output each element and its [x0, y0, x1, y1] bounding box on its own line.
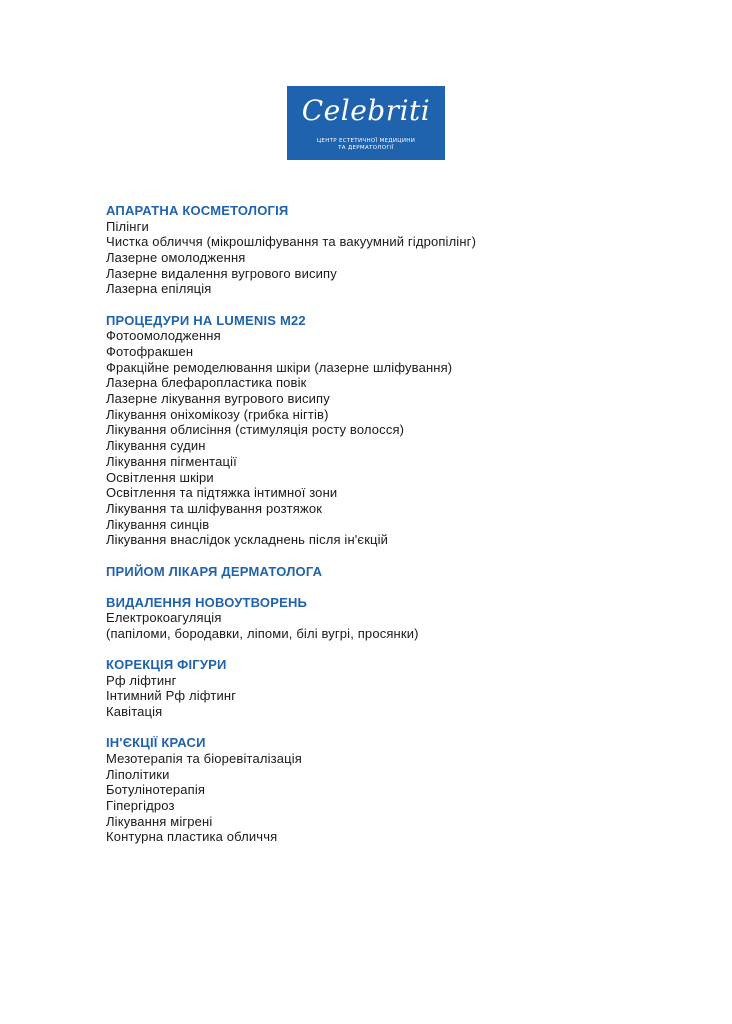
celebriti-logo	[287, 86, 445, 160]
service-item: Пілінги	[106, 218, 149, 234]
service-item: Лікування синців	[106, 516, 210, 532]
service-item: Лікування внаслідок ускладнень після ін'єкцій	[106, 532, 389, 548]
service-section	[106, 657, 706, 720]
service-item: Лікування облисіння (стимуляція росту волосся)	[106, 422, 405, 438]
logo-subtitle	[317, 138, 415, 151]
service-item: Лікування оніхомікозу (грибка нігтів)	[106, 406, 329, 422]
section-title: ІН'ЄКЦІЇ КРАСИ	[106, 735, 206, 751]
service-item: Електрокоагуляція	[106, 610, 222, 626]
service-item: Освітлення та підтяжка інтимної зони	[106, 485, 338, 501]
service-item: Рф ліфтинг	[106, 672, 177, 688]
service-item: Фотофракшен	[106, 343, 194, 359]
section-title: АПАРАТНА КОСМЕТОЛОГІЯ	[106, 203, 289, 218]
service-item: Кавітація	[106, 704, 163, 720]
service-item: Гіпергідроз	[106, 798, 175, 814]
service-item: Лікування та шліфування розтяжок	[106, 500, 323, 516]
service-item: Лазерне лікування вугрового висипу	[106, 391, 330, 407]
service-item: Ліполітики	[106, 766, 170, 782]
service-item: Ботулінотерапія	[106, 782, 206, 798]
service-item: Лазерна блефаропластика повік	[106, 375, 307, 391]
service-item: Лазерне омолодження	[106, 250, 246, 265]
service-item: Мезотерапія та біоревіталізація	[106, 750, 302, 766]
logo-subtitle-line-1: ЦЕНТР ЕСТЕТИЧНОЇ МЕДИЦИНИ	[316, 138, 416, 144]
section-title: ПРОЦЕДУРИ НА LUMENIS M22	[106, 312, 306, 328]
section-title: ПРИЙОМ ЛІКАРЯ ДЕРМАТОЛОГА	[106, 563, 323, 579]
service-section	[106, 203, 706, 297]
service-section	[106, 564, 706, 580]
service-section	[106, 735, 706, 845]
service-section	[106, 313, 706, 548]
service-item: Фракційне ремоделювання шкіри (лазерне шліфування)	[106, 359, 453, 375]
service-item: Чистка обличчя (мікрошліфування та вакуумний гідропілінг)	[106, 234, 477, 250]
service-item: Лікування мігрені	[106, 813, 213, 829]
service-item: Контурна пластика обличчя	[106, 829, 278, 845]
service-item: Лікування пігментації	[106, 453, 237, 469]
section-title: КОРЕКЦІЯ ФІГУРИ	[106, 657, 227, 673]
service-item: Лазерне видалення вугрового висипу	[106, 265, 337, 281]
service-item: Освітлення шкіри	[106, 469, 214, 485]
service-item: Фотоомолодження	[106, 328, 221, 344]
logo-subtitle-line-2: ТА ДЕРМАТОЛОГІЇ	[338, 144, 394, 151]
service-item: Лікування судин	[106, 438, 206, 454]
section-title: ВИДАЛЕННЯ НОВОУТВОРЕНЬ	[106, 594, 308, 610]
service-item: Лазерна епіляція	[106, 281, 212, 297]
service-item: Інтимний Рф ліфтинг	[106, 688, 237, 704]
logo-script-text: Celebriti	[301, 94, 431, 127]
service-section	[106, 595, 706, 642]
service-item: (папіломи, бородавки, ліпоми, білі вугрі, просянки)	[106, 625, 419, 641]
services-list	[106, 203, 706, 861]
